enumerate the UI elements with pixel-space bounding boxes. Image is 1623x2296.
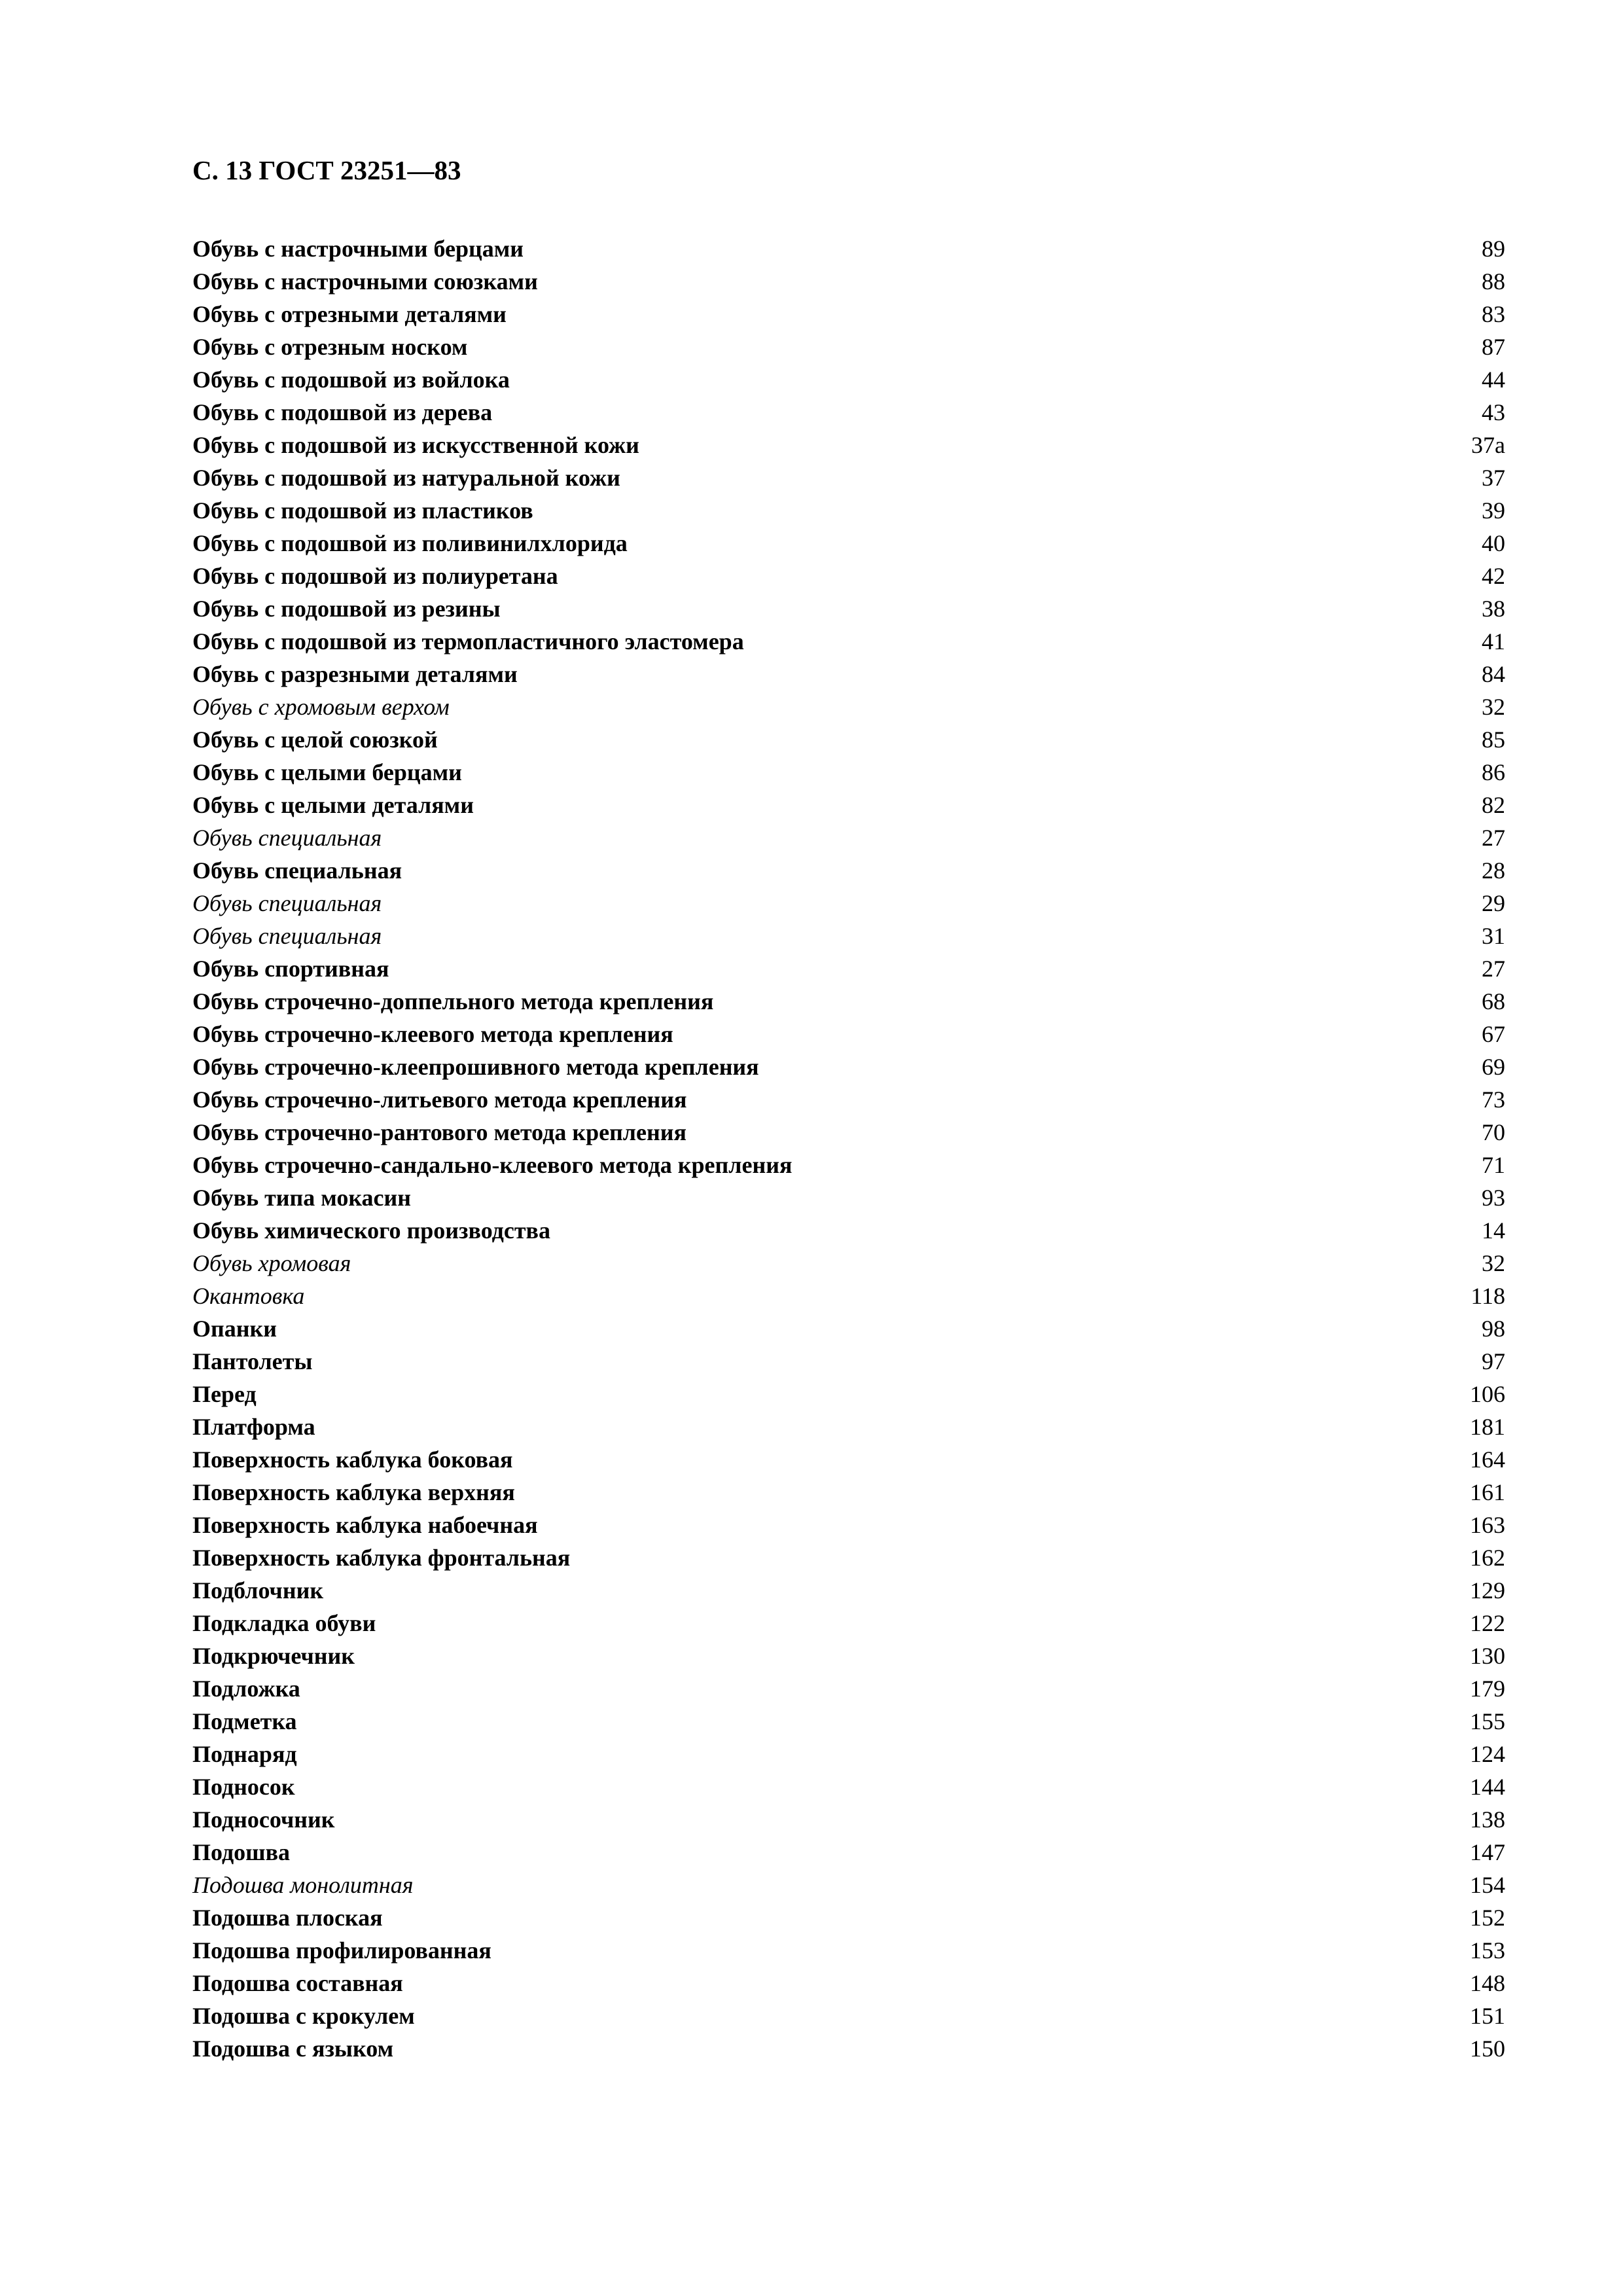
term-number: 70 bbox=[1482, 1119, 1505, 1145]
index-entry bbox=[192, 494, 1505, 527]
term-number: 163 bbox=[1470, 1512, 1505, 1538]
index-entry bbox=[192, 1967, 1505, 2000]
term-number: 152 bbox=[1470, 1905, 1505, 1931]
index-term: Обувь строчечно-рантового метода крепления bbox=[192, 1119, 687, 1145]
index-entry bbox=[192, 363, 1505, 396]
index-term: Обувь с подошвой из термопластичного эластомера bbox=[192, 628, 744, 655]
index-entry bbox=[192, 1869, 1505, 1901]
term-number: 106 bbox=[1470, 1381, 1505, 1407]
index-term: Обувь с подошвой из дерева bbox=[192, 399, 493, 425]
index-entry bbox=[192, 723, 1505, 756]
term-number: 86 bbox=[1482, 759, 1505, 785]
index-entry bbox=[192, 2032, 1505, 2065]
index-entry bbox=[192, 1378, 1505, 1410]
term-number: 151 bbox=[1470, 2003, 1505, 2029]
term-number: 42 bbox=[1482, 563, 1505, 589]
index-entry bbox=[192, 1410, 1505, 1443]
index-term: Обувь с подошвой из резины bbox=[192, 596, 501, 622]
term-number: 162 bbox=[1470, 1545, 1505, 1571]
index-term: Обувь с отрезными деталями bbox=[192, 301, 507, 327]
index-term: Обувь с целыми берцами bbox=[192, 759, 462, 785]
index-entry bbox=[192, 1607, 1505, 1640]
term-number: 89 bbox=[1482, 236, 1505, 262]
term-number: 147 bbox=[1470, 1839, 1505, 1865]
index-term: Подносочник bbox=[192, 1806, 335, 1833]
index-entry bbox=[192, 527, 1505, 560]
term-number: 71 bbox=[1482, 1152, 1505, 1178]
index-entry bbox=[192, 887, 1505, 920]
index-entry bbox=[192, 1345, 1505, 1378]
index-term: Поверхность каблука набоечная bbox=[192, 1512, 538, 1538]
index-entry bbox=[192, 1214, 1505, 1247]
index-entry bbox=[192, 658, 1505, 691]
index-term: Обувь строчечно-клеепрошивного метода крепления bbox=[192, 1054, 759, 1080]
index-entry bbox=[192, 985, 1505, 1018]
index-entry bbox=[192, 789, 1505, 821]
term-number: 98 bbox=[1482, 1316, 1505, 1342]
index-entry bbox=[192, 265, 1505, 298]
index-entry bbox=[192, 952, 1505, 985]
index-entry bbox=[192, 1934, 1505, 1967]
index-entry bbox=[192, 1574, 1505, 1607]
index-term: Поднаряд bbox=[192, 1741, 297, 1767]
index-term: Обувь специальная bbox=[192, 923, 382, 949]
index-term: Подошва с крокулем bbox=[192, 2003, 415, 2029]
index-term: Подносок bbox=[192, 1774, 295, 1800]
index-entry bbox=[192, 756, 1505, 789]
index-term: Платформа bbox=[192, 1414, 315, 1440]
index-entry bbox=[192, 232, 1505, 265]
index-entry bbox=[192, 592, 1505, 625]
index-entry bbox=[192, 1083, 1505, 1116]
index-entry bbox=[192, 1018, 1505, 1050]
term-number: 181 bbox=[1470, 1414, 1505, 1440]
index-term: Поверхность каблука боковая bbox=[192, 1446, 513, 1473]
index-entry bbox=[192, 2000, 1505, 2032]
index-entry bbox=[192, 331, 1505, 363]
term-number: 124 bbox=[1470, 1741, 1505, 1767]
term-number: 44 bbox=[1482, 367, 1505, 393]
index-term: Подложка bbox=[192, 1676, 300, 1702]
index-term: Обувь с подошвой из натуральной кожи bbox=[192, 465, 620, 491]
index-entry bbox=[192, 396, 1505, 429]
index-term: Подкрючечник bbox=[192, 1643, 355, 1669]
index-term: Опанки bbox=[192, 1316, 277, 1342]
index-entry bbox=[192, 1738, 1505, 1770]
index-entry bbox=[192, 1836, 1505, 1869]
index-entry bbox=[192, 1181, 1505, 1214]
index-term: Обувь с целой союзкой bbox=[192, 726, 438, 753]
index-term: Подкладка обуви bbox=[192, 1610, 376, 1636]
index-entry bbox=[192, 854, 1505, 887]
index-term: Обувь хромовая bbox=[192, 1250, 351, 1276]
index-term: Обувь строчечно-сандально-клеевого метода крепления bbox=[192, 1152, 793, 1178]
term-number: 118 bbox=[1471, 1283, 1505, 1309]
term-number: 161 bbox=[1470, 1479, 1505, 1505]
index-term: Обувь с настрочными союзками bbox=[192, 268, 538, 295]
index-term: Пантолеты bbox=[192, 1348, 313, 1374]
term-number: 93 bbox=[1482, 1185, 1505, 1211]
index-term: Обувь химического производства bbox=[192, 1217, 550, 1244]
term-number: 73 bbox=[1482, 1086, 1505, 1113]
index-term: Обувь с хромовым верхом bbox=[192, 694, 450, 720]
index-term: Подошва монолитная bbox=[192, 1872, 414, 1898]
index-term: Поверхность каблука верхняя bbox=[192, 1479, 515, 1505]
term-number: 130 bbox=[1470, 1643, 1505, 1669]
index-term: Обувь с подошвой из пластиков bbox=[192, 497, 533, 524]
index-term: Обувь с настрочными берцами bbox=[192, 236, 524, 262]
term-number: 37 bbox=[1482, 465, 1505, 491]
index-term: Обувь типа мокасин bbox=[192, 1185, 411, 1211]
term-number: 43 bbox=[1482, 399, 1505, 425]
index-entry bbox=[192, 1247, 1505, 1280]
term-number: 27 bbox=[1482, 825, 1505, 851]
index-entry bbox=[192, 1312, 1505, 1345]
index-entry bbox=[192, 1541, 1505, 1574]
index-entry bbox=[192, 1705, 1505, 1738]
term-number: 38 bbox=[1482, 596, 1505, 622]
term-number: 179 bbox=[1470, 1676, 1505, 1702]
index-term: Обувь с подошвой из поливинилхлорида bbox=[192, 530, 628, 556]
index-term: Обувь специальная bbox=[192, 825, 382, 851]
index-entry bbox=[192, 1640, 1505, 1672]
term-number: 29 bbox=[1482, 890, 1505, 916]
index-term: Обувь строчечно-литьевого метода крепления bbox=[192, 1086, 687, 1113]
index-entry bbox=[192, 1050, 1505, 1083]
index-term: Окантовка bbox=[192, 1283, 305, 1309]
term-number: 41 bbox=[1482, 628, 1505, 655]
term-number: 27 bbox=[1482, 956, 1505, 982]
term-number: 37а bbox=[1471, 432, 1505, 458]
alphabetical-index bbox=[192, 232, 1505, 2065]
index-term: Обувь с подошвой из войлока bbox=[192, 367, 510, 393]
index-entry bbox=[192, 461, 1505, 494]
index-entry bbox=[192, 821, 1505, 854]
term-number: 31 bbox=[1482, 923, 1505, 949]
index-term: Подошва плоская bbox=[192, 1905, 383, 1931]
term-number: 138 bbox=[1470, 1806, 1505, 1833]
term-number: 148 bbox=[1470, 1970, 1505, 1996]
index-term: Обувь с подошвой из полиуретана bbox=[192, 563, 558, 589]
index-term: Подошва профилированная bbox=[192, 1937, 491, 1964]
term-number: 155 bbox=[1470, 1708, 1505, 1734]
index-entry bbox=[192, 1116, 1505, 1149]
index-term: Подошва bbox=[192, 1839, 291, 1865]
index-term: Подметка bbox=[192, 1708, 297, 1734]
index-entry bbox=[192, 920, 1505, 952]
index-term: Обувь специальная bbox=[192, 857, 402, 884]
index-term: Обувь с разрезными деталями bbox=[192, 661, 518, 687]
term-number: 150 bbox=[1470, 2036, 1505, 2062]
index-term: Обувь строчечно-доппельного метода крепления bbox=[192, 988, 714, 1014]
term-number: 88 bbox=[1482, 268, 1505, 295]
index-entry bbox=[192, 1803, 1505, 1836]
term-number: 82 bbox=[1482, 792, 1505, 818]
term-number: 39 bbox=[1482, 497, 1505, 524]
index-term: Подошва составная bbox=[192, 1970, 403, 1996]
index-entry bbox=[192, 429, 1505, 461]
index-entry bbox=[192, 298, 1505, 331]
index-entry bbox=[192, 1509, 1505, 1541]
index-entry bbox=[192, 691, 1505, 723]
term-number: 40 bbox=[1482, 530, 1505, 556]
term-number: 84 bbox=[1482, 661, 1505, 687]
index-entry bbox=[192, 1901, 1505, 1934]
term-number: 164 bbox=[1470, 1446, 1505, 1473]
index-entry bbox=[192, 560, 1505, 592]
index-entry bbox=[192, 1280, 1505, 1312]
running-header: С. 13 ГОСТ 23251—83 bbox=[192, 155, 461, 185]
index-entry bbox=[192, 1443, 1505, 1476]
term-number: 32 bbox=[1482, 694, 1505, 720]
term-number: 153 bbox=[1470, 1937, 1505, 1964]
index-entry bbox=[192, 1149, 1505, 1181]
term-number: 144 bbox=[1470, 1774, 1505, 1800]
term-number: 154 bbox=[1470, 1872, 1505, 1898]
index-term: Обувь спортивная bbox=[192, 956, 389, 982]
term-number: 97 bbox=[1482, 1348, 1505, 1374]
term-number: 69 bbox=[1482, 1054, 1505, 1080]
index-term: Обувь с отрезным носком bbox=[192, 334, 468, 360]
index-term: Подошва с языком bbox=[192, 2036, 394, 2062]
term-number: 83 bbox=[1482, 301, 1505, 327]
term-number: 87 bbox=[1482, 334, 1505, 360]
term-number: 32 bbox=[1482, 1250, 1505, 1276]
term-number: 85 bbox=[1482, 726, 1505, 753]
index-term: Подблочник bbox=[192, 1577, 324, 1604]
index-term: Обувь специальная bbox=[192, 890, 382, 916]
term-number: 28 bbox=[1482, 857, 1505, 884]
index-term: Обувь строчечно-клеевого метода крепления bbox=[192, 1021, 673, 1047]
index-term: Обувь с целыми деталями bbox=[192, 792, 474, 818]
index-term: Перед bbox=[192, 1381, 257, 1407]
term-number: 68 bbox=[1482, 988, 1505, 1014]
index-entry bbox=[192, 1672, 1505, 1705]
index-entry bbox=[192, 1476, 1505, 1509]
index-entry bbox=[192, 1770, 1505, 1803]
index-term: Обувь с подошвой из искусственной кожи bbox=[192, 432, 639, 458]
term-number: 67 bbox=[1482, 1021, 1505, 1047]
index-term: Поверхность каблука фронтальная bbox=[192, 1545, 571, 1571]
term-number: 14 bbox=[1482, 1217, 1505, 1244]
term-number: 129 bbox=[1470, 1577, 1505, 1604]
index-entry bbox=[192, 625, 1505, 658]
term-number: 122 bbox=[1470, 1610, 1505, 1636]
